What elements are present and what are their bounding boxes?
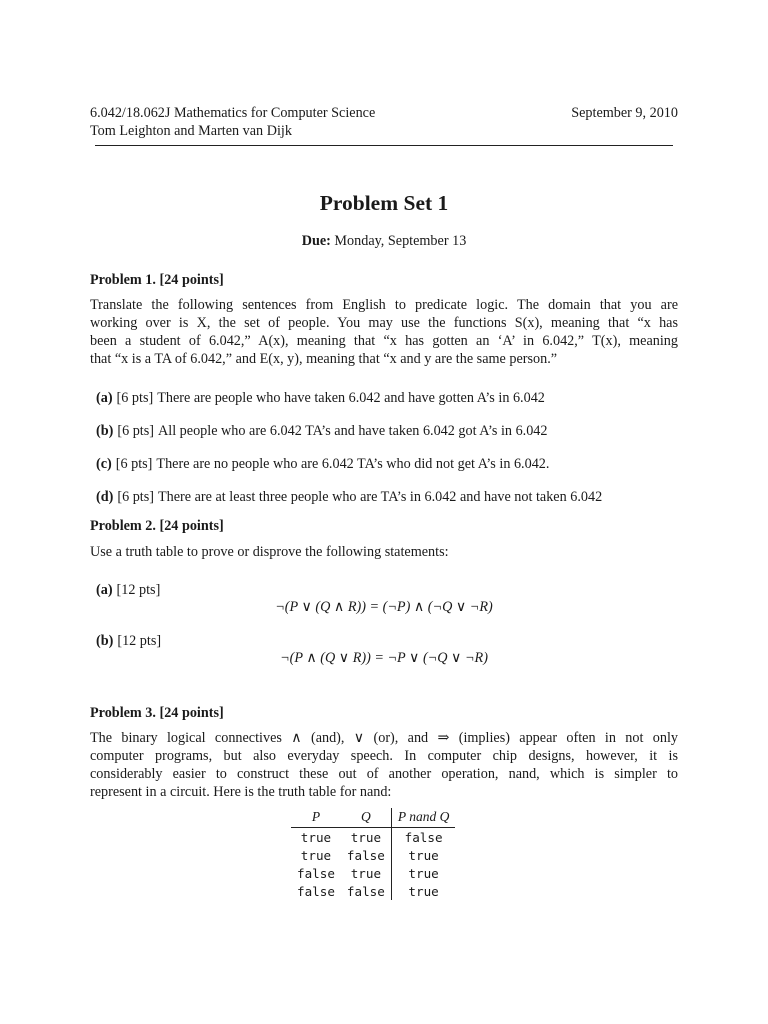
item-label: (d) bbox=[96, 489, 114, 505]
problem-1-item-c bbox=[96, 456, 549, 473]
due-label: Due: bbox=[301, 233, 331, 249]
problem-2-formula-b: ¬(P ∧ (Q ∨ R)) = ¬P ∨ (¬Q ∨ ¬R) bbox=[280, 650, 488, 666]
table-cell: false bbox=[391, 828, 455, 847]
item-label: (b) bbox=[96, 633, 114, 649]
problem-1-intro-line: that “x is a TA of 6.042,” and E(x, y), meaning that “x and y are the same person.” bbox=[90, 351, 558, 367]
item-points: [6 pts] bbox=[115, 456, 153, 472]
due-date: Monday, September 13 bbox=[334, 233, 467, 249]
item-label: (a) bbox=[96, 582, 113, 598]
problem-3-intro-line: The binary logical connectives ∧ (and), ∨ (or), and ⇒ (implies) appear often in not only bbox=[90, 730, 678, 746]
table-row bbox=[291, 882, 455, 900]
table-cell: false bbox=[346, 884, 385, 899]
problem-1-intro-line: been a student of 6.042,” A(x), meaning that “x has gotten an ‘A’ in 6.042,” T(x), meaning bbox=[90, 333, 678, 349]
table-cell: true bbox=[391, 882, 455, 900]
table-row bbox=[291, 846, 455, 864]
problem-2-intro: Use a truth table to prove or disprove the following statements: bbox=[90, 544, 449, 560]
table-cell: true bbox=[391, 864, 455, 882]
problem-1-intro bbox=[90, 296, 678, 368]
problem-1-heading: Problem 1. [24 points] bbox=[90, 272, 224, 288]
problem-1-item-a bbox=[96, 390, 545, 407]
column-header-p: P bbox=[291, 808, 341, 828]
page-title: Problem Set 1 bbox=[319, 191, 449, 215]
problem-2-item-a bbox=[96, 582, 164, 599]
item-points: [12 pts] bbox=[116, 582, 161, 598]
column-header-p-nand-q: P nand Q bbox=[391, 808, 455, 828]
due-line bbox=[90, 233, 678, 250]
table-cell: false bbox=[297, 884, 335, 899]
problem-1-intro-line: Translate the following sentences from English to predicate logic. The domain that you are bbox=[90, 297, 678, 313]
table-cell: false bbox=[297, 866, 335, 881]
problem-2-item-b bbox=[96, 633, 165, 650]
item-label: (c) bbox=[96, 456, 112, 472]
problem-1-item-b bbox=[96, 423, 548, 440]
item-points: [12 pts] bbox=[117, 633, 162, 649]
header-rule bbox=[95, 145, 673, 146]
column-header-q: Q bbox=[341, 808, 391, 828]
table-cell: true bbox=[300, 848, 332, 863]
problem-2-formula-a: ¬(P ∨ (Q ∧ R)) = (¬P) ∧ (¬Q ∨ ¬R) bbox=[275, 599, 493, 615]
item-points: [6 pts] bbox=[116, 390, 154, 406]
item-points: [6 pts] bbox=[117, 423, 154, 439]
table-row bbox=[291, 864, 455, 882]
table-cell: true bbox=[300, 830, 332, 845]
item-text: There are people who have taken 6.042 and have gotten A’s in 6.042 bbox=[157, 390, 545, 406]
item-label: (a) bbox=[96, 390, 113, 406]
table-cell: true bbox=[350, 866, 382, 881]
table-cell: true bbox=[350, 830, 382, 845]
problem-1-intro-line: working over is X, the set of people. You may use the functions S(x), meaning that “x has bbox=[90, 315, 678, 331]
problem-3-intro-line: represent in a circuit. Here is the truth table for nand: bbox=[90, 784, 392, 800]
problem-3-heading: Problem 3. [24 points] bbox=[90, 705, 224, 721]
table-header-row bbox=[291, 808, 455, 828]
problem-3-intro-line: considerably easier to construct these out of another operation, nand, which is simpler to bbox=[90, 766, 678, 782]
item-text: There are no people who are 6.042 TA’s who did not get A’s in 6.042. bbox=[156, 456, 550, 472]
table-row bbox=[291, 828, 455, 847]
problem-2-heading: Problem 2. [24 points] bbox=[90, 518, 224, 534]
nand-truth-table bbox=[291, 808, 455, 900]
problem-3-intro-line: computer programs, but also everyday speech. In computer chip designs, however, it is bbox=[90, 748, 678, 764]
item-text: All people who are 6.042 TA’s and have taken 6.042 got A’s in 6.042 bbox=[158, 423, 548, 439]
header-date: September 9, 2010 bbox=[571, 105, 678, 121]
course-title: 6.042/18.062J Mathematics for Computer Science bbox=[90, 105, 376, 121]
problem-3-intro bbox=[90, 729, 678, 801]
table-cell: true bbox=[391, 846, 455, 864]
authors: Tom Leighton and Marten van Dijk bbox=[90, 123, 292, 139]
item-label: (b) bbox=[96, 423, 114, 439]
problem-1-item-d bbox=[96, 489, 602, 506]
item-points: [6 pts] bbox=[117, 489, 154, 505]
table-cell: false bbox=[346, 848, 385, 863]
document-page bbox=[90, 0, 678, 1024]
item-text: There are at least three people who are TA’s in 6.042 and have not taken 6.042 bbox=[158, 489, 603, 505]
